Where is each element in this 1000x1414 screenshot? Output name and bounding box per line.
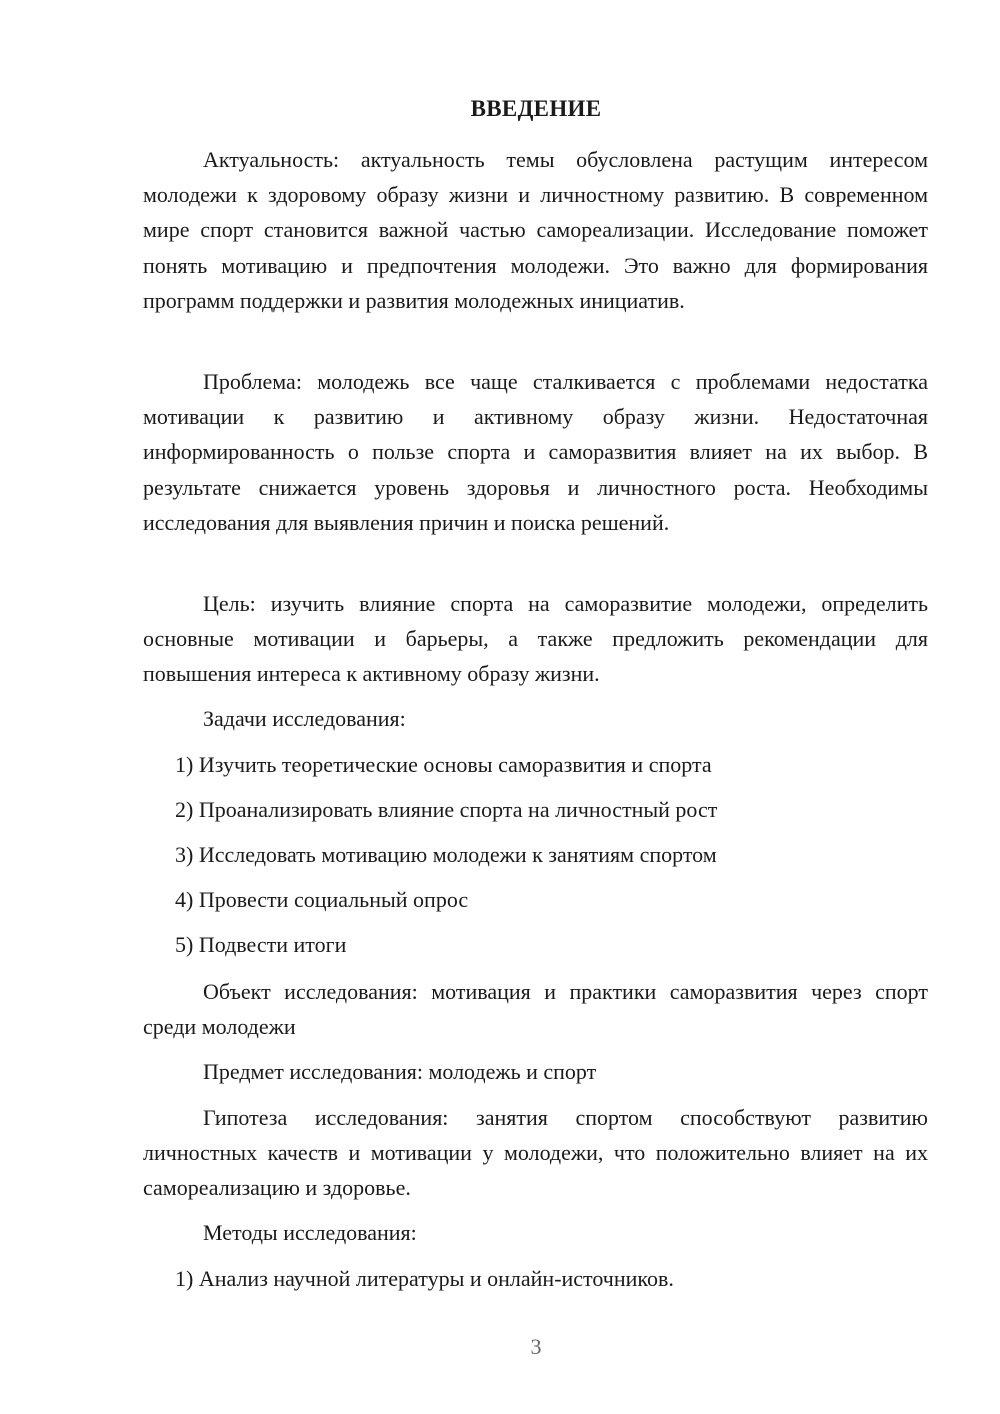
task-item-1: 1) Изучить теоретические основы саморазвития и спорта <box>175 752 712 777</box>
task-item-3: 3) Исследовать мотивацию молодежи к занятиям спортом <box>175 842 717 867</box>
problem-paragraph: Проблема: молодежь все чаще сталкивается с проблемами недостатка мотивации к развитию и активному образу жизни. Недостаточная информированность о пользе спорта и саморазвития влияет на их выбор. В результате снижается уровень здоровья и личностного роста. Необходимы исследования для выявления причин и поиска решений. <box>143 369 928 535</box>
page-number: 3 <box>530 1334 542 1359</box>
subject-paragraph: Предмет исследования: молодежь и спорт <box>203 1059 597 1084</box>
method-item-1: 1) Анализ научной литературы и онлайн-источников. <box>175 1266 674 1291</box>
tasks-heading: Задачи исследования: <box>203 706 406 731</box>
task-item-5: 5) Подвести итоги <box>175 932 347 957</box>
section-title: ВВЕДЕНИЕ <box>470 96 602 121</box>
task-item-2: 2) Проанализировать влияние спорта на личностный рост <box>175 797 718 822</box>
goal-paragraph: Цель: изучить влияние спорта на саморазвитие молодежи, определить основные мотивации и барьеры, а также предложить рекомендации для повышения интереса к активному образу жизни. <box>143 591 928 687</box>
task-item-4: 4) Провести социальный опрос <box>175 887 469 912</box>
relevance-paragraph: Актуальность: актуальность темы обусловлена растущим интересом молодежи к здоровому образу жизни и личностному развитию. В современном мире спорт становится важной частью самореализации. Исследование поможет понять мотивацию и предпочтения молодежи. Это важно для формирования программ поддержки и развития молодежных инициатив. <box>143 147 928 313</box>
object-paragraph: Объект исследования: мотивация и практики саморазвития через спорт среди молодежи <box>143 979 928 1040</box>
hypothesis-paragraph: Гипотеза исследования: занятия спортом способствуют развитию личностных качеств и мотивации у молодежи, что положительно влияет на их самореализацию и здоровье. <box>143 1105 928 1201</box>
methods-heading: Методы исследования: <box>203 1220 417 1245</box>
